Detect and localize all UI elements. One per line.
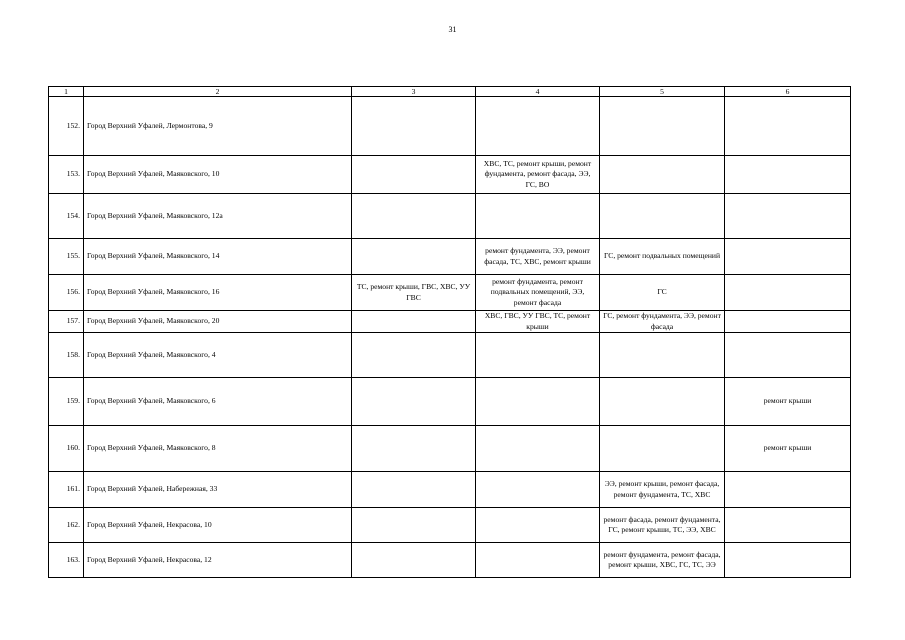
row-number: 163. bbox=[49, 543, 84, 578]
col6-cell: ремонт крыши bbox=[725, 378, 851, 426]
address-cell: Город Верхний Уфалей, Маяковского, 20 bbox=[84, 311, 352, 333]
col3-cell bbox=[352, 333, 476, 378]
table-header-row bbox=[49, 87, 851, 97]
col6-cell bbox=[725, 156, 851, 194]
col4-cell: ХВС, ГВС, УУ ГВС, ТС, ремонт крыши bbox=[476, 311, 600, 333]
col4-cell bbox=[476, 472, 600, 508]
col6-cell bbox=[725, 275, 851, 311]
row-number: 155. bbox=[49, 239, 84, 275]
address-cell: Город Верхний Уфалей, Некрасова, 12 bbox=[84, 543, 352, 578]
table-row bbox=[49, 426, 851, 472]
col4-cell bbox=[476, 97, 600, 156]
col5-cell bbox=[600, 156, 725, 194]
row-number: 157. bbox=[49, 311, 84, 333]
col6-cell bbox=[725, 311, 851, 333]
col3-cell bbox=[352, 543, 476, 578]
col5-cell: ГС, ремонт фундамента, ЭЭ, ремонт фасада bbox=[600, 311, 725, 333]
col5-cell bbox=[600, 333, 725, 378]
table-row bbox=[49, 378, 851, 426]
address-cell: Город Верхний Уфалей, Набережная, 33 bbox=[84, 472, 352, 508]
header-col-3: 3 bbox=[352, 87, 476, 97]
col6-cell bbox=[725, 508, 851, 543]
address-cell: Город Верхний Уфалей, Маяковского, 12а bbox=[84, 194, 352, 239]
col5-cell: ремонт фасада, ремонт фундамента, ГС, ремонт крыши, ТС, ЭЭ, ХВС bbox=[600, 508, 725, 543]
col6-cell: ремонт крыши bbox=[725, 426, 851, 472]
col3-cell bbox=[352, 311, 476, 333]
table-row bbox=[49, 97, 851, 156]
table-row bbox=[49, 156, 851, 194]
col6-cell bbox=[725, 194, 851, 239]
col6-cell bbox=[725, 543, 851, 578]
col6-cell bbox=[725, 333, 851, 378]
col3-cell bbox=[352, 239, 476, 275]
address-cell: Город Верхний Уфалей, Маяковского, 16 bbox=[84, 275, 352, 311]
col3-cell bbox=[352, 472, 476, 508]
col3-cell: ТС, ремонт крыши, ГВС, ХВС, УУ ГВС bbox=[352, 275, 476, 311]
address-cell: Город Верхний Уфалей, Маяковского, 14 bbox=[84, 239, 352, 275]
header-col-5: 5 bbox=[600, 87, 725, 97]
page-number: 31 bbox=[448, 25, 457, 34]
col5-cell bbox=[600, 194, 725, 239]
col3-cell bbox=[352, 378, 476, 426]
col4-cell bbox=[476, 333, 600, 378]
col6-cell bbox=[725, 472, 851, 508]
col6-cell bbox=[725, 239, 851, 275]
col5-cell: ЭЭ, ремонт крыши, ремонт фасада, ремонт фундамента, ТС, ХВС bbox=[600, 472, 725, 508]
table-row bbox=[49, 543, 851, 578]
table-row bbox=[49, 194, 851, 239]
col3-cell bbox=[352, 156, 476, 194]
table-row bbox=[49, 239, 851, 275]
row-number: 159. bbox=[49, 378, 84, 426]
header-col-6: 6 bbox=[725, 87, 851, 97]
col3-cell bbox=[352, 194, 476, 239]
table-row bbox=[49, 311, 851, 333]
repair-schedule-table bbox=[48, 86, 851, 578]
col5-cell bbox=[600, 97, 725, 156]
row-number: 156. bbox=[49, 275, 84, 311]
row-number: 162. bbox=[49, 508, 84, 543]
address-cell: Город Верхний Уфалей, Лермонтова, 9 bbox=[84, 97, 352, 156]
row-number: 154. bbox=[49, 194, 84, 239]
col3-cell bbox=[352, 508, 476, 543]
address-cell: Город Верхний Уфалей, Маяковского, 4 bbox=[84, 333, 352, 378]
table-row bbox=[49, 275, 851, 311]
col5-cell: ГС bbox=[600, 275, 725, 311]
col4-cell: ХВС, ТС, ремонт крыши, ремонт фундамента, ремонт фасада, ЭЭ, ГС, ВО bbox=[476, 156, 600, 194]
col4-cell bbox=[476, 378, 600, 426]
header-col-4: 4 bbox=[476, 87, 600, 97]
col5-cell: ремонт фундамента, ремонт фасада, ремонт крыши, ХВС, ГС, ТС, ЭЭ bbox=[600, 543, 725, 578]
address-cell: Город Верхний Уфалей, Маяковского, 6 bbox=[84, 378, 352, 426]
row-number: 153. bbox=[49, 156, 84, 194]
col4-cell bbox=[476, 543, 600, 578]
address-cell: Город Верхний Уфалей, Некрасова, 10 bbox=[84, 508, 352, 543]
col5-cell bbox=[600, 426, 725, 472]
header-col-2: 2 bbox=[84, 87, 352, 97]
row-number: 152. bbox=[49, 97, 84, 156]
col4-cell: ремонт фундамента, ремонт подвальных помещений, ЭЭ, ремонт фасада bbox=[476, 275, 600, 311]
row-number: 161. bbox=[49, 472, 84, 508]
col3-cell bbox=[352, 97, 476, 156]
col5-cell bbox=[600, 378, 725, 426]
col5-cell: ГС, ремонт подвальных помещений bbox=[600, 239, 725, 275]
row-number: 160. bbox=[49, 426, 84, 472]
table-row bbox=[49, 333, 851, 378]
col4-cell: ремонт фундамента, ЭЭ, ремонт фасада, ТС, ХВС, ремонт крыши bbox=[476, 239, 600, 275]
table-row bbox=[49, 472, 851, 508]
col4-cell bbox=[476, 194, 600, 239]
address-cell: Город Верхний Уфалей, Маяковского, 10 bbox=[84, 156, 352, 194]
header-col-1: 1 bbox=[49, 87, 84, 97]
address-cell: Город Верхний Уфалей, Маяковского, 8 bbox=[84, 426, 352, 472]
table-row bbox=[49, 508, 851, 543]
row-number: 158. bbox=[49, 333, 84, 378]
col4-cell bbox=[476, 508, 600, 543]
col4-cell bbox=[476, 426, 600, 472]
col3-cell bbox=[352, 426, 476, 472]
col6-cell bbox=[725, 97, 851, 156]
